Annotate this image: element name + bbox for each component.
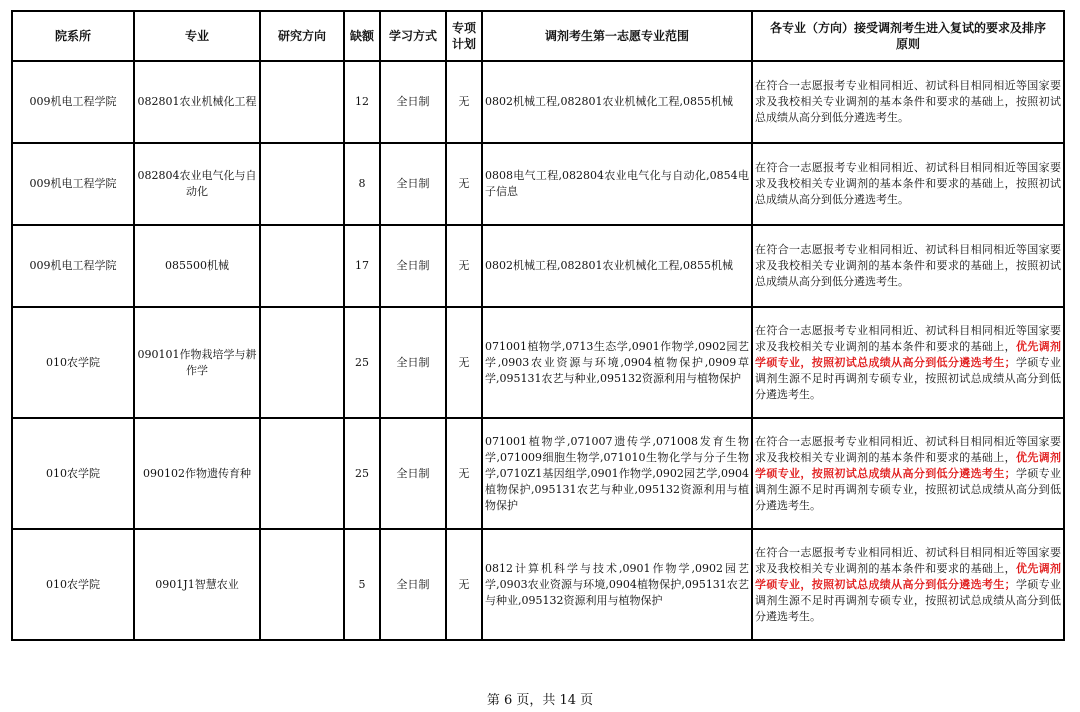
requirement-text: 在符合一志愿报考专业相同相近、初试科目相同相近等国家要求及我校相关专业调剂的基本条件和要求的基础上， [755, 545, 1061, 575]
requirement-cell [752, 307, 1064, 418]
range-cell: 0802机械工程,082801农业机械化工程,0855机械 [482, 61, 752, 143]
table-row [12, 225, 1064, 307]
mode-cell: 全日制 [380, 225, 446, 307]
header-direction: 研究方向 [260, 11, 344, 61]
special-plan-cell: 无 [446, 307, 482, 418]
major-cell: 082804农业电气化与自动化 [134, 143, 260, 225]
college-cell: 010农学院 [12, 418, 134, 529]
table-row [12, 307, 1064, 418]
adjustment-table [11, 10, 1065, 641]
requirement-text: 在符合一志愿报考专业相同相近、初试科目相同相近等国家要求及我校相关专业调剂的基本条件和要求的基础上，按照初试总成绩从高分到低分遴选考生。 [755, 79, 1061, 124]
table-header-row [12, 11, 1064, 61]
special-plan-cell: 无 [446, 225, 482, 307]
college-cell: 009机电工程学院 [12, 143, 134, 225]
direction-cell [260, 529, 344, 640]
major-cell: 082801农业机械化工程 [134, 61, 260, 143]
requirement-cell [752, 225, 1064, 307]
major-cell: 0901J1智慧农业 [134, 529, 260, 640]
table-row [12, 529, 1064, 640]
special-plan-cell: 无 [446, 529, 482, 640]
header-mode: 学习方式 [380, 11, 446, 61]
range-cell: 0812计算机科学与技术,0901作物学,0902园艺学,0903农业资源与环境,0904植物保护,095131农艺与种业,095132资源利用与植物保护 [482, 529, 752, 640]
direction-cell [260, 61, 344, 143]
vacancy-cell: 25 [344, 307, 380, 418]
mode-cell: 全日制 [380, 61, 446, 143]
direction-cell [260, 307, 344, 418]
page-number-footer: 第 6 页，共 14 页 [486, 693, 594, 708]
direction-cell [260, 418, 344, 529]
header-college: 院系所 [12, 11, 134, 61]
requirement-fallback-text: 学硕专业调剂生源不足时再调剂专硕专业，按照初试总成绩从高分到低分遴选考生。 [755, 577, 1062, 623]
special-plan-cell: 无 [446, 61, 482, 143]
requirement-text: 在符合一志愿报考专业相同相近、初试科目相同相近等国家要求及我校相关专业调剂的基本条件和要求的基础上， [755, 434, 1061, 464]
requirement-fallback-text: 学硕专业调剂生源不足时再调剂专硕专业，按照初试总成绩从高分到低分遴选考生。 [755, 466, 1062, 512]
direction-cell [260, 143, 344, 225]
requirement-text: 在符合一志愿报考专业相同相近、初试科目相同相近等国家要求及我校相关专业调剂的基本条件和要求的基础上， [755, 323, 1061, 353]
requirement-cell [752, 143, 1064, 225]
requirement-priority-text: 优先调剂学硕专业，按照初试总成绩从高分到低分遴选考生； [755, 339, 1062, 369]
requirement-cell [752, 61, 1064, 143]
requirement-cell [752, 418, 1064, 529]
header-range: 调剂考生第一志愿专业范围 [482, 11, 752, 61]
requirement-fallback-text: 学硕专业调剂生源不足时再调剂专硕专业，按照初试总成绩从高分到低分遴选考生。 [755, 355, 1062, 401]
requirement-text: 在符合一志愿报考专业相同相近、初试科目相同相近等国家要求及我校相关专业调剂的基本条件和要求的基础上，按照初试总成绩从高分到低分遴选考生。 [755, 161, 1061, 206]
header-vacancy: 缺额 [344, 11, 380, 61]
major-cell: 085500机械 [134, 225, 260, 307]
requirement-text: 在符合一志愿报考专业相同相近、初试科目相同相近等国家要求及我校相关专业调剂的基本条件和要求的基础上，按照初试总成绩从高分到低分遴选考生。 [755, 243, 1061, 288]
college-cell: 009机电工程学院 [12, 61, 134, 143]
table-row [12, 143, 1064, 225]
vacancy-cell: 5 [344, 529, 380, 640]
major-cell: 090101作物栽培学与耕作学 [134, 307, 260, 418]
table-row [12, 61, 1064, 143]
range-cell: 0802机械工程,082801农业机械化工程,0855机械 [482, 225, 752, 307]
header-requirement: 各专业（方向）接受调剂考生进入复试的要求及排序原则 [752, 11, 1064, 61]
major-cell: 090102作物遗传育种 [134, 418, 260, 529]
vacancy-cell: 12 [344, 61, 380, 143]
vacancy-cell: 25 [344, 418, 380, 529]
special-plan-cell: 无 [446, 418, 482, 529]
special-plan-cell: 无 [446, 143, 482, 225]
college-cell: 010农学院 [12, 307, 134, 418]
requirement-priority-text: 优先调剂学硕专业，按照初试总成绩从高分到低分遴选考生； [755, 561, 1062, 591]
college-cell: 009机电工程学院 [12, 225, 134, 307]
requirement-cell [752, 529, 1064, 640]
requirement-priority-text: 优先调剂学硕专业，按照初试总成绩从高分到低分遴选考生； [755, 450, 1062, 480]
mode-cell: 全日制 [380, 143, 446, 225]
mode-cell: 全日制 [380, 307, 446, 418]
range-cell: 0808电气工程,082804农业电气化与自动化,0854电子信息 [482, 143, 752, 225]
range-cell: 071001植物学,0713生态学,0901作物学,0902园艺学,0903农业资源与环境,0904植物保护,0909草学,095131农艺与种业,095132资源利用与植物保护 [482, 307, 752, 418]
range-cell: 071001植物学,071007遗传学,071008发育生物学,071009细胞生物学,071010生物化学与分子生物学,0710Z1基因组学,0901作物学,0902园艺学,0904植物保护,095131农艺与种业,095132资源利用与植物保护 [482, 418, 752, 529]
vacancy-cell: 17 [344, 225, 380, 307]
college-cell: 010农学院 [12, 529, 134, 640]
header-special-plan: 专项计划 [446, 11, 482, 61]
mode-cell: 全日制 [380, 418, 446, 529]
mode-cell: 全日制 [380, 529, 446, 640]
vacancy-cell: 8 [344, 143, 380, 225]
direction-cell [260, 225, 344, 307]
table-row [12, 418, 1064, 529]
header-major: 专业 [134, 11, 260, 61]
